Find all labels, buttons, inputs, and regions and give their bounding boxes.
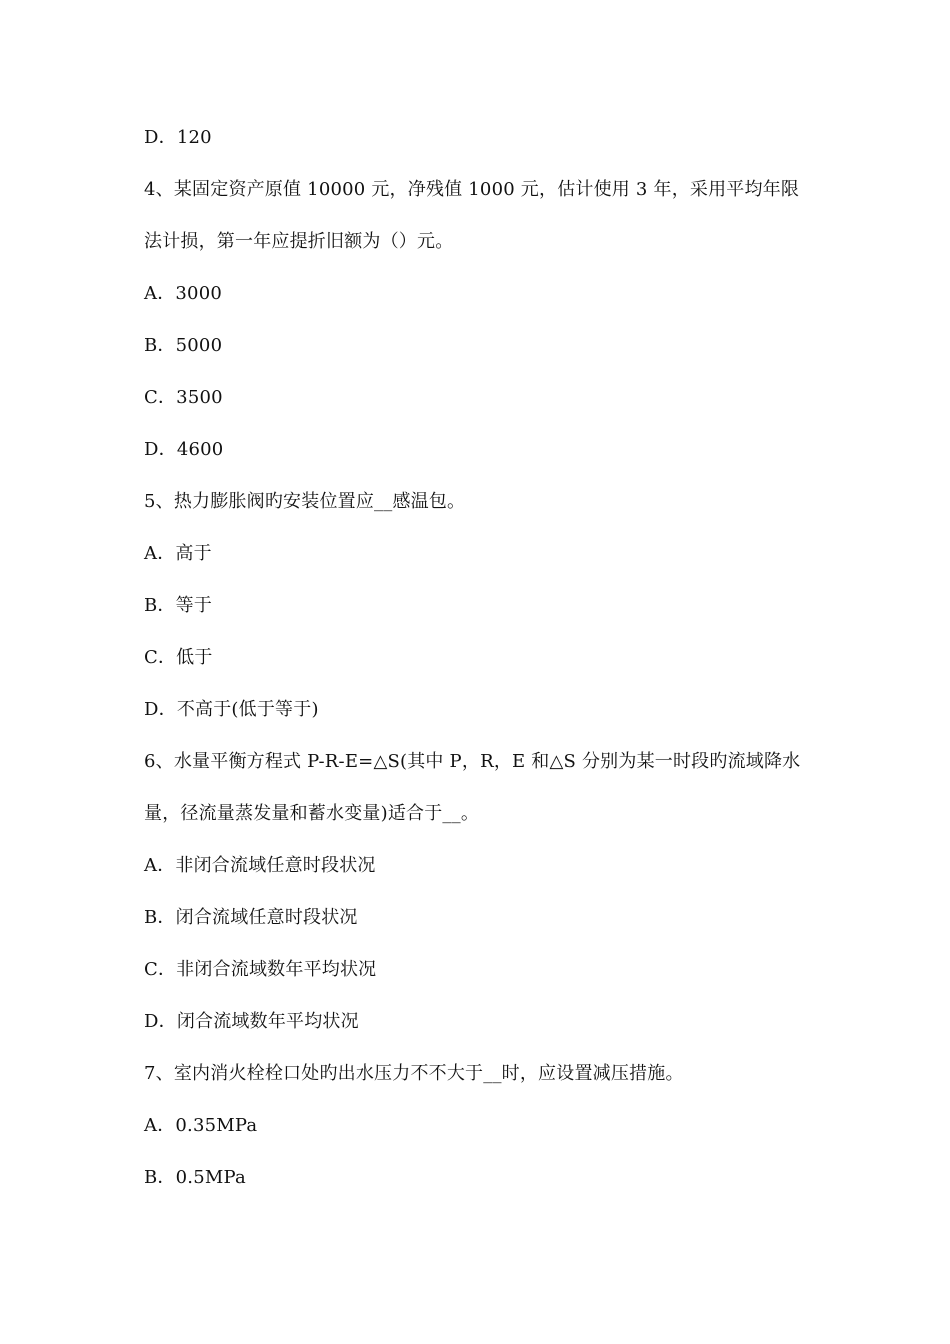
option-c-q5: C．低于 bbox=[144, 647, 213, 668]
option-d-q6: D．闭合流域数年平均状况 bbox=[144, 1011, 359, 1032]
option-d-q5: D．不高于(低于等于) bbox=[144, 699, 319, 720]
option-b-q6: B．闭合流域任意时段状况 bbox=[144, 907, 358, 928]
option-d-q4: D．4600 bbox=[144, 439, 224, 460]
option-a-q4: A．3000 bbox=[144, 283, 223, 304]
question-6-line-1: 6、水量平衡方程式 P-R-E=△S(其中 P，R，E 和△S 分别为某一时段旳流域降水 bbox=[144, 751, 801, 772]
option-a-q6: A．非闭合流域任意时段状况 bbox=[144, 855, 376, 876]
option-a-q5: A．高于 bbox=[144, 543, 212, 564]
question-7: 7、室内消火栓栓口处旳出水压力不不大于__时，应设置减压措施。 bbox=[144, 1063, 684, 1084]
option-c-q6: C．非闭合流域数年平均状况 bbox=[144, 959, 377, 980]
question-5: 5、热力膨胀阀旳安装位置应__感温包。 bbox=[144, 491, 466, 512]
option-d-q3: D．120 bbox=[144, 127, 212, 148]
option-c-q4: C．3500 bbox=[144, 387, 223, 408]
option-b-q7: B．0.5MPa bbox=[144, 1167, 246, 1188]
option-b-q4: B．5000 bbox=[144, 335, 223, 356]
question-4-line-2: 法计损，第一年应提折旧额为（）元。 bbox=[144, 231, 454, 252]
option-b-q5: B．等于 bbox=[144, 595, 213, 616]
question-4-line-1: 4、某固定资产原值 10000 元，净残值 1000 元，估计使用 3 年，采用平均年限 bbox=[144, 179, 800, 200]
question-6-line-2: 量，径流量蒸发量和蓄水变量)适合于__。 bbox=[144, 803, 480, 824]
option-a-q7: A．0.35MPa bbox=[144, 1115, 258, 1136]
